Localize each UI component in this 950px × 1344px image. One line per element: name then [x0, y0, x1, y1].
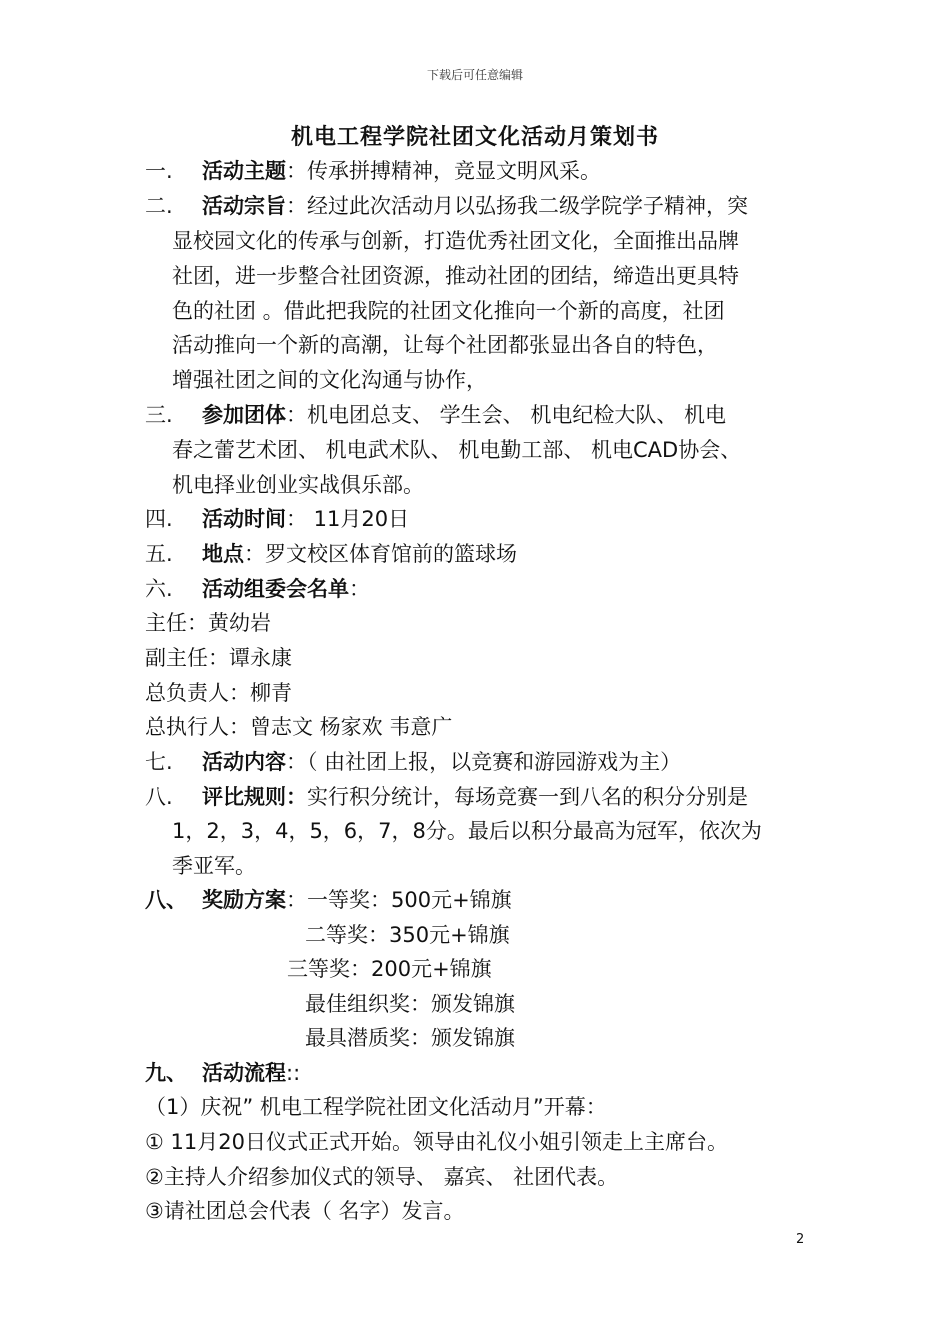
section-text: 实行积分统计，每场竞赛一到八名的积分分别是 — [307, 785, 748, 809]
paragraph-line: 社团，进一步整合社团资源，推动社团的团结，缔造出更具特 — [172, 264, 739, 288]
page-header: 下载后可任意编辑 — [426, 68, 523, 82]
section-label: 活动时间 — [202, 507, 286, 531]
award-item: 二等奖：350元+锦旗 — [305, 923, 510, 947]
section-awards — [145, 883, 512, 917]
section-text: ：传承拼搏精神，竞显文明风采。 — [286, 159, 601, 183]
section-flow — [145, 1056, 300, 1090]
document-title: 机电工程学院社团文化活动月策划书 — [290, 125, 659, 150]
section-text: ：（ 由社团上报，以竞赛和游园游戏为主） — [286, 750, 682, 774]
section-label: 活动内容 — [202, 750, 286, 774]
section-text: ： 11月20日 — [286, 507, 410, 531]
section-time — [145, 502, 409, 536]
page-number: 2 — [796, 1232, 805, 1247]
section-number: 九、 — [145, 1061, 187, 1085]
section-number: 一. — [145, 159, 173, 183]
paragraph-line: 季亚军。 — [172, 854, 256, 878]
flow-step: ②主持人介绍参加仪式的领导、 嘉宾、 社团代表。 — [145, 1165, 619, 1189]
committee-member: 主任：黄幼岩 — [145, 611, 271, 635]
paragraph-line: 活动推向一个新的高潮，让每个社团都张显出各自的特色， — [172, 333, 718, 357]
flow-step: （1）庆祝” 机电工程学院社团文化活动月”开幕： — [145, 1095, 607, 1119]
section-purpose — [145, 189, 748, 223]
section-number: 八、 — [145, 888, 187, 912]
award-item: 最具潜质奖：颁发锦旗 — [305, 1026, 515, 1050]
paragraph-line: 色的社团 。借此把我院的社团文化推向一个新的高度，社团 — [172, 299, 725, 323]
section-participants — [145, 398, 726, 432]
flow-step: ① 11月20日仪式正式开始。领导由礼仪小姐引领走上主席台。 — [145, 1130, 728, 1154]
committee-member: 副主任：谭永康 — [145, 646, 292, 670]
paragraph-line: 1，2，3，4，5，6，7，8分。最后以积分最高为冠军，依次为 — [172, 819, 762, 843]
section-rules — [145, 780, 748, 814]
section-number: 六. — [145, 577, 173, 601]
section-location — [145, 537, 517, 571]
paragraph-line: 机电择业创业实战俱乐部。 — [172, 473, 424, 497]
section-label: 评比规则： — [202, 785, 307, 809]
section-number: 七. — [145, 750, 173, 774]
award-item: 最佳组织奖：颁发锦旗 — [305, 992, 515, 1016]
paragraph-line: 春之蕾艺术团、 机电武术队、 机电勤工部、 机电CAD协会、 — [172, 438, 742, 462]
paragraph-line: 显校园文化的传承与创新，打造优秀社团文化，全面推出品牌 — [172, 229, 739, 253]
section-number: 四. — [145, 507, 173, 531]
committee-member: 总执行人：曾志文 杨家欢 韦意广 — [145, 715, 453, 739]
section-label: 奖励方案 — [202, 888, 286, 912]
section-text: :: — [286, 1061, 301, 1085]
section-text: ： — [349, 577, 370, 601]
section-label: 参加团体 — [202, 403, 286, 427]
section-label: 活动流程 — [202, 1061, 286, 1085]
section-text: ：经过此次活动月以弘扬我二级学院学子精神，突 — [286, 194, 748, 218]
section-text: ：一等奖：500元+锦旗 — [286, 888, 512, 912]
section-number: 二. — [145, 194, 173, 218]
section-label: 地点 — [202, 542, 244, 566]
paragraph-line: 增强社团之间的文化沟通与协作， — [172, 368, 487, 392]
section-label: 活动宗旨 — [202, 194, 286, 218]
section-committee — [145, 572, 370, 606]
committee-member: 总负责人：柳青 — [145, 681, 292, 705]
award-item: 三等奖：200元+锦旗 — [287, 957, 492, 981]
section-label: 活动主题 — [202, 159, 286, 183]
section-number: 八. — [145, 785, 173, 809]
section-number: 五. — [145, 542, 173, 566]
section-theme — [145, 154, 601, 188]
section-label: 活动组委会名单 — [202, 577, 349, 601]
section-text: ：罗文校区体育馆前的篮球场 — [244, 542, 517, 566]
section-number: 三. — [145, 403, 173, 427]
section-text: ：机电团总支、 学生会、 机电纪检大队、 机电 — [286, 403, 727, 427]
flow-step: ③请社团总会代表（ 名字）发言。 — [145, 1199, 465, 1223]
section-content — [145, 745, 681, 779]
